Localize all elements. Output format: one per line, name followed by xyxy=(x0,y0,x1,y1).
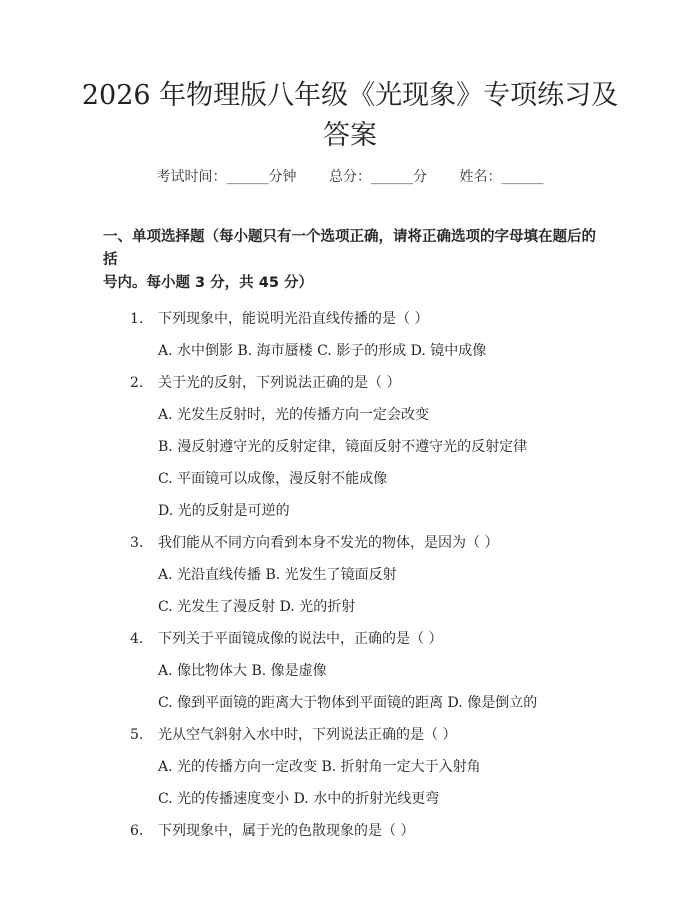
question-number: 5. xyxy=(130,727,144,743)
question-text: 下列关于平面镜成像的说法中，正确的是（ ） xyxy=(158,631,443,647)
exam-time-field: 考试时间：______分钟 xyxy=(156,169,297,185)
exam-info xyxy=(0,166,700,188)
total-score-field: 总分：______分 xyxy=(329,169,427,185)
question-text: 下列现象中，属于光的色散现象的是（ ） xyxy=(158,823,415,839)
question-3 xyxy=(130,533,498,553)
question-number: 1. xyxy=(130,311,144,327)
document-title xyxy=(80,76,620,156)
question-number: 6. xyxy=(130,823,144,839)
question-text: 光从空气斜射入水中时，下列说法正确的是（ ） xyxy=(158,727,457,743)
question-4-option-line-2: C. 像到平面镜的距离大于物体到平面镜的距离 D. 像是倒立的 xyxy=(158,695,538,711)
question-4 xyxy=(130,629,442,649)
question-3-option-line-1: A. 光沿直线传播 B. 光发生了镜面反射 xyxy=(158,567,397,583)
question-6 xyxy=(130,821,414,841)
question-5 xyxy=(130,725,456,745)
question-2-option-d: D. 光的反射是可逆的 xyxy=(158,503,290,519)
question-1 xyxy=(130,309,428,329)
name-field: 姓名：______ xyxy=(459,169,544,185)
question-text: 关于光的反射，下列说法正确的是（ ） xyxy=(158,375,401,391)
question-number: 2. xyxy=(130,375,144,391)
section-heading xyxy=(103,226,603,295)
section-heading-line-2: 号内。每小题 3 分，共 45 分） xyxy=(103,275,313,291)
question-4-option-line-1: A. 像比物体大 B. 像是虚像 xyxy=(158,663,327,679)
question-2-option-c: C. 平面镜可以成像，漫反射不能成像 xyxy=(158,471,388,487)
question-number: 4. xyxy=(130,631,144,647)
question-text: 我们能从不同方向看到本身不发光的物体，是因为（ ） xyxy=(158,535,499,551)
title-line-1: 2026 年物理版八年级《光现象》专项练习及 xyxy=(81,80,619,111)
question-2-option-a: A. 光发生反射时，光的传播方向一定会改变 xyxy=(158,407,430,423)
question-3-option-line-2: C. 光发生了漫反射 D. 光的折射 xyxy=(158,599,356,615)
question-5-option-line-2: C. 光的传播速度变小 D. 水中的折射光线更弯 xyxy=(158,791,440,807)
section-heading-line-1: 一、单项选择题（每小题只有一个选项正确，请将正确选项的字母填在题后的括 xyxy=(103,229,596,268)
question-text: 下列现象中，能说明光沿直线传播的是（ ） xyxy=(158,311,429,327)
question-5-option-line-1: A. 光的传播方向一定改变 B. 折射角一定大于入射角 xyxy=(158,759,481,775)
question-2 xyxy=(130,373,400,393)
question-number: 3. xyxy=(130,535,144,551)
question-1-option-line-1: A. 水中倒影 B. 海市蜃楼 C. 影子的形成 D. 镜中成像 xyxy=(158,343,487,359)
title-line-2: 答案 xyxy=(323,120,377,151)
question-2-option-b: B. 漫反射遵守光的反射定律，镜面反射不遵守光的反射定律 xyxy=(158,439,528,455)
